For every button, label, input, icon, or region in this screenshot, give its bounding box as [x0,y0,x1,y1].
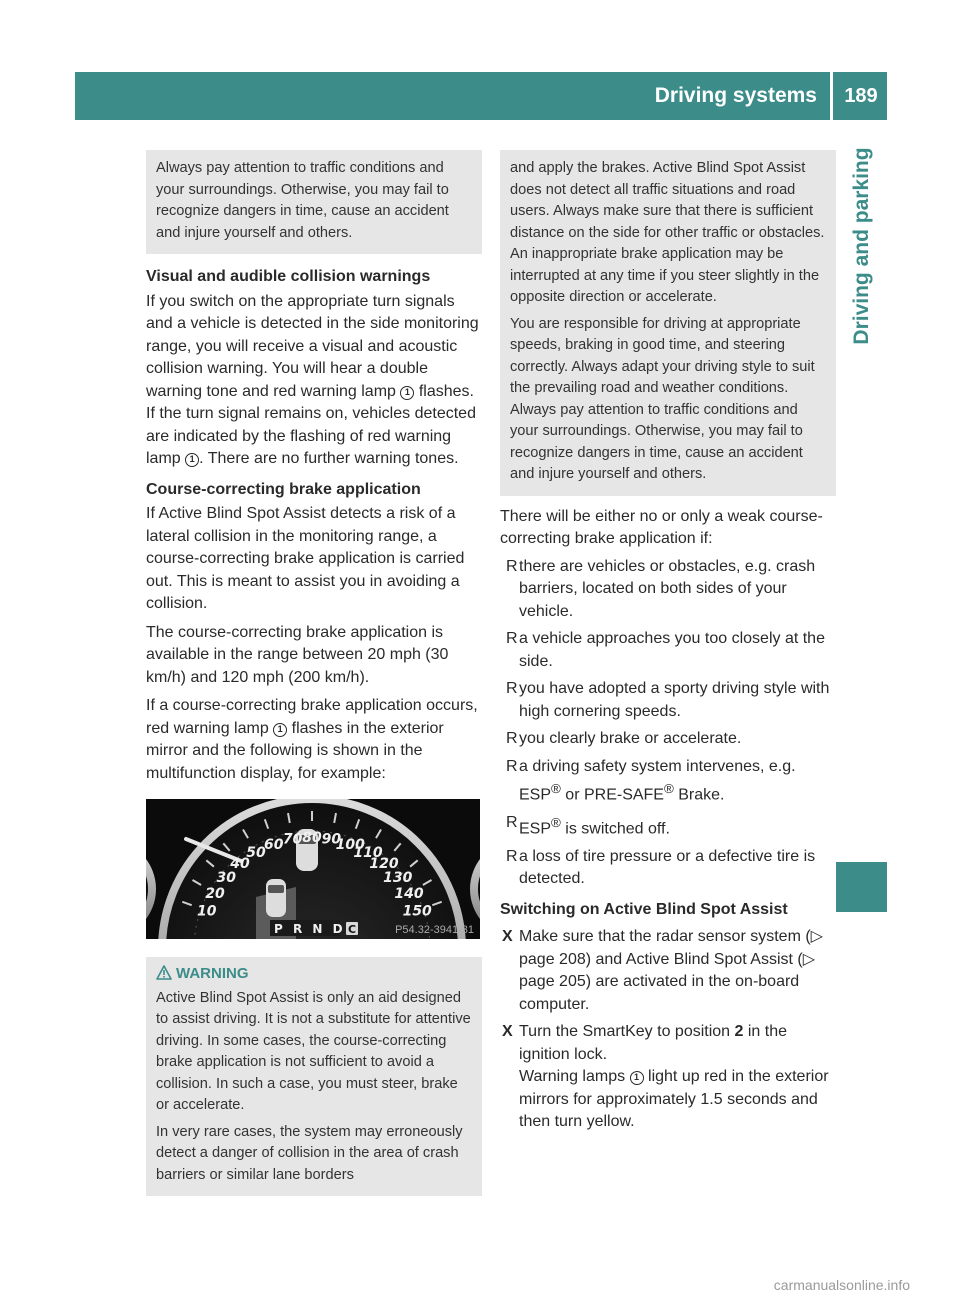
speed-label: 130 [383,870,413,886]
list-item: R ESP® is switched off. [506,813,670,838]
warning-lamp-callout-icon: 1 [273,723,287,737]
list-item: R a driving safety system intervenes, e.g. ESP® or PRE-SAFE® Brake. [506,757,796,804]
bullet-icon: R [506,757,518,775]
switching-on-section [500,899,836,1134]
speed-label: 70 [282,831,303,848]
list-item: R there are vehicles or obstacles, e.g. crash barriers, located on both sides of your vehicle. [506,557,816,620]
bullet-icon: R [506,630,518,647]
speed-label: 90 [321,831,342,848]
page-ref-icon: ▷ [802,950,816,968]
speed-label: 120 [369,856,399,873]
speed-label: 30 [216,870,236,886]
list-item: R a loss of tire pressure or a defective tire is detected. [506,847,816,888]
left-column [146,150,482,1196]
speedometer-graphic [146,799,480,939]
collision-warnings-section: Visual and audible collision warnings If you switch on the appropriate turn signals and a vehicle is detected in the side monitoring range, you will receive a visual and acoustic collision warning. You will hear a double warning tone and red warning lamp 1 flashes. If the turn signal remains on, vehicles detected are indicated by the flashing of red warning lamp 1 . There are no further warning tones. [146,266,482,471]
instruction-step: X Turn the SmartKey to position 2 in the ignition lock. Warning lamps 1 light up red in the exterior mirrors for approximately 1.5 seconds and then turn yellow. [502,1023,829,1131]
list-item: R you have adopted a sporty driving style with high cornering speeds. [506,680,830,720]
step-arrow-icon: X [502,928,513,946]
brake-application-section: Course-correcting brake application If Active Blind Spot Assist detects a risk of a lateral collision in the monitoring range, a course-correcting brake application is carried out. This is meant to assist you in avoiding a collision. The course-correcting brake application is available in the range between 20 mph (30 km/h) and 120 mph (200 km/h). If a course-correcting brake application occurs, red warning lamp 1 flashes in the exterior mirror and the following is shown in the multifunction display, for example: [146,479,482,786]
section-title: Driving systems [654,84,817,107]
safety-note-box: Always pay attention to traffic conditions and your surroundings. Otherwise, you may fail to recognize dangers in time, cause an accident and injure yourself and others. [146,150,482,254]
step-arrow-icon: X [502,1023,513,1041]
header-bar [75,72,887,120]
speed-label: 10 [197,903,217,920]
section-heading: Course-correcting brake application [146,480,421,498]
warning-triangle-icon [156,965,172,980]
list-item: R a vehicle approaches you too closely at the side. [506,630,825,670]
exceptions-section: There will be either no or only a weak course-correcting brake application if: R there are vehicles or obstacles, e.g. crash barriers, located on both sides of your vehicle. R a vehicle approaches you too closely at the side. R you have adopted a sporty driving style with high cornering speeds. R you clearly brake or accelerate. R a driving safety system intervenes, e.g. ESP® or PRE-SAFE® Brake. R ESP® is switched off. R a loss of tire pressure or a defective tire is detected. [500,506,836,891]
speed-label: 110 [353,845,383,861]
list-item: R you clearly brake or accelerate. [500,728,836,751]
warning-lamp-callout-icon: 1 [630,1071,644,1085]
warning-continued-box: and apply the brakes. Active Blind Spot Assist does not detect all traffic situations and road users. Always make sure that there is sufficient distance on the side for other traffic or obstacles. An inappropriate brake application may be interrupted at any time if you steer slightly in the opposite direction or accelerate. You are responsible for driving at appropriate speeds, braking in good time, and steering correctly. Always adapt your driving style to suit the prevailing road and weather conditions. Always pay attention to traffic conditions and your surroundings. Otherwise, you may fail to recognize dangers in time, cause an accident and injure yourself and others. [500,150,836,496]
warning-lamp-callout-icon: 1 [400,386,414,400]
detected-vehicle-symbol [266,879,286,917]
warning-lamp-callout-icon: 1 [185,453,199,467]
instruction-step: X Make sure that the radar sensor system (▷ page 208) and Active Blind Spot Assist (▷ page 205) are activated in the on-board computer. [502,928,823,1013]
speed-label: 100 [335,836,365,853]
bullet-icon: R [506,813,518,831]
right-column [500,150,836,1134]
warning-heading: WARNING [156,963,474,985]
speed-label: 150 [402,903,432,920]
warning-box: WARNING Active Blind Spot Assist is only an aid designed to assist driving. It is not a substitute for attentive driving. In some cases, the course-correcting brake application is not sufficient to avoid a collision. In such a case, you must steer, brake or accelerate. In very rare cases, the system may erroneously detect a danger of collision in the area of crash barriers or similar lane borders [146,957,482,1196]
section-heading: Switching on Active Blind Spot Assist [500,900,788,918]
bullet-icon: R [506,680,518,697]
bullet-icon: R [506,847,518,865]
watermark: carmanualsonline.info [773,1277,910,1293]
header-separator [830,72,833,120]
speed-label: 140 [394,886,424,902]
speed-label: 60 [263,836,284,853]
page-number: 189 [844,85,878,107]
instrument-cluster-illustration [146,799,480,939]
section-heading: Visual and audible collision warnings [146,268,431,285]
speed-label: 40 [230,856,250,873]
speed-label: 50 [246,845,266,861]
side-tab-marker [836,862,887,912]
svg-text:C: C [348,923,357,936]
image-reference: P54.32-3941-31 [395,924,474,936]
bullet-icon: R [506,557,518,575]
speed-label: 20 [205,886,225,902]
bullet-icon: R [506,730,518,747]
gear-selector-indicator: P R N D [274,922,346,936]
speed-label: 80 [302,830,322,846]
side-tab-label: Driving and parking [849,147,873,345]
page-ref-icon: ▷ [810,928,823,946]
